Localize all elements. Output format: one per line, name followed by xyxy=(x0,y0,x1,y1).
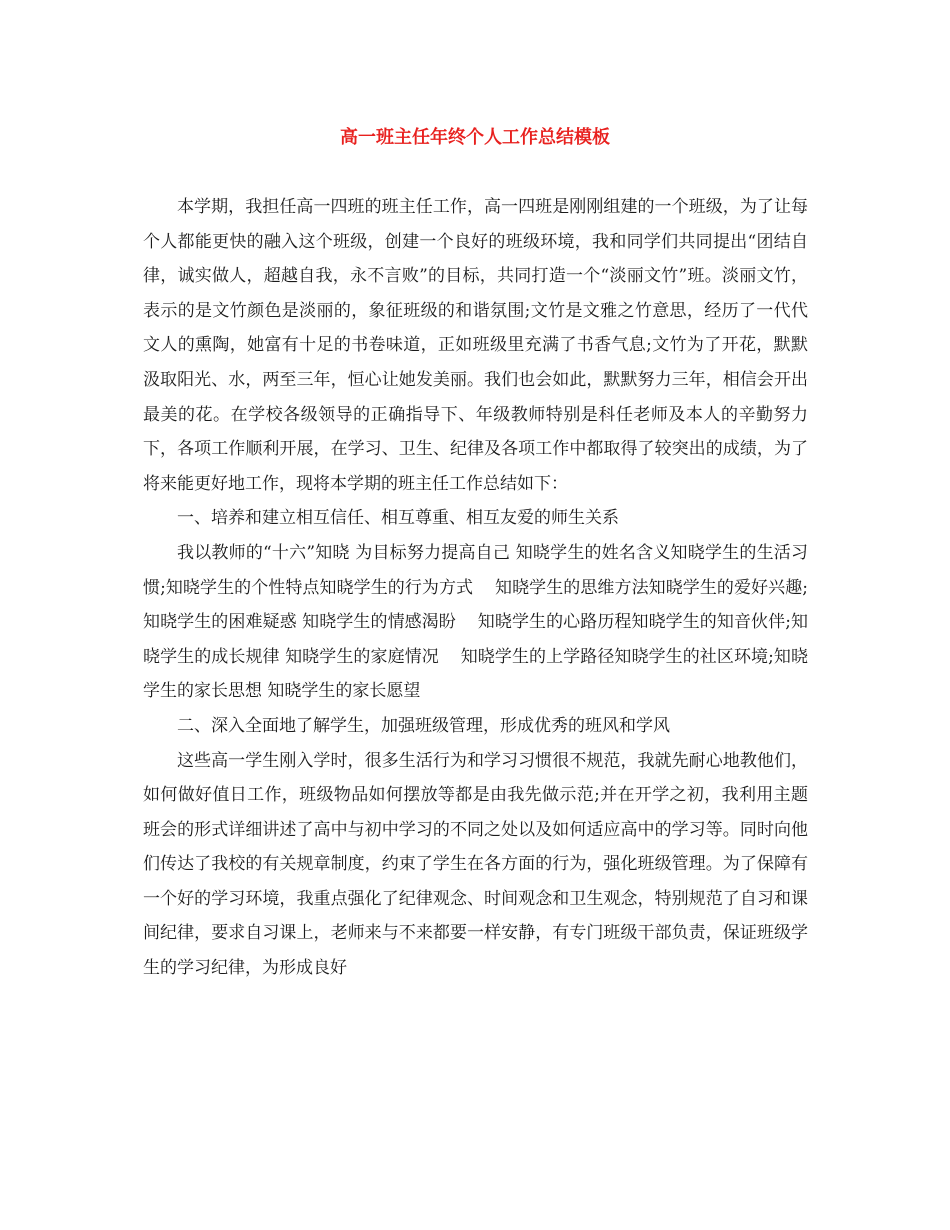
document-body xyxy=(143,190,808,986)
document-title: 高一班主任年终个人工作总结模板 xyxy=(340,127,610,148)
section-heading-2: 二、深入全面地了解学生，加强班级管理，形成优秀的班风和学风 xyxy=(177,715,670,736)
paragraph-sixteen-knowings: 我以教师的“十六”知晓 为目标努力提高自己 知晓学生的姓名含义知晓学生的生活习惯;知晓学生的个性特点知晓学生的行为方式 知晓学生的思维方法知晓学生的爱好兴趣;知晓学生的困难疑惑 知晓学生的情感渴盼 知晓学生的心路历程知晓学生的知音伙伴;知晓学生的成长规律 知晓学生的家庭情况 知晓学生的上学路径知晓学生的社区环境;知晓学生的家长思想 知晓学生的家长愿望 xyxy=(143,542,808,702)
section-heading-1: 一、培养和建立相互信任、相互尊重、相互友爱的师生关系 xyxy=(177,508,619,529)
paragraph-class-management: 这些高一学生刚入学时，很多生活行为和学习习惯很不规范，我就先耐心地教他们，如何做好值日工作，班级物品如何摆放等都是由我先做示范;并在开学之初，我利用主题班会的形式详细讲述了高中与初中学习的不同之处以及如何适应高中的学习等。同时向他们传达了我校的有关规章制度，约束了学生在各方面的行为，强化班级管理。为了保障有一个好的学习环境，我重点强化了纪律观念、时间观念和卫生观念，特别规范了自习和课间纪律，要求自习课上，老师来与不来都要一样安静，有专门班级干部负责，保证班级学生的学习纪律，为形成良好 xyxy=(143,750,808,979)
paragraph-intro: 本学期，我担任高一四班的班主任工作，高一四班是刚刚组建的一个班级，为了让每个人都能更快的融入这个班级，创建一个良好的班级环境，我和同学们共同提出“团结自律，诚实做人，超越自我，永不言败”的目标，共同打造一个“淡丽文竹”班。淡丽文竹，表示的是文竹颜色是淡丽的，象征班级的和谐氛围;文竹是文雅之竹意思，经历了一代代文人的熏陶，她富有十足的书卷味道，正如班级里充满了书香气息;文竹为了开花，默默汲取阳光、水，两至三年，恒心让她发美丽。我们也会如此，默默努力三年，相信会开出最美的花。在学校各级领导的正确指导下、年级教师特别是科任老师及本人的辛勤努力下，各项工作顺利开展，在学习、卫生、纪律及各项工作中都取得了较突出的成绩，为了将来能更好地工作，现将本学期的班主任工作总结如下： xyxy=(143,197,808,494)
